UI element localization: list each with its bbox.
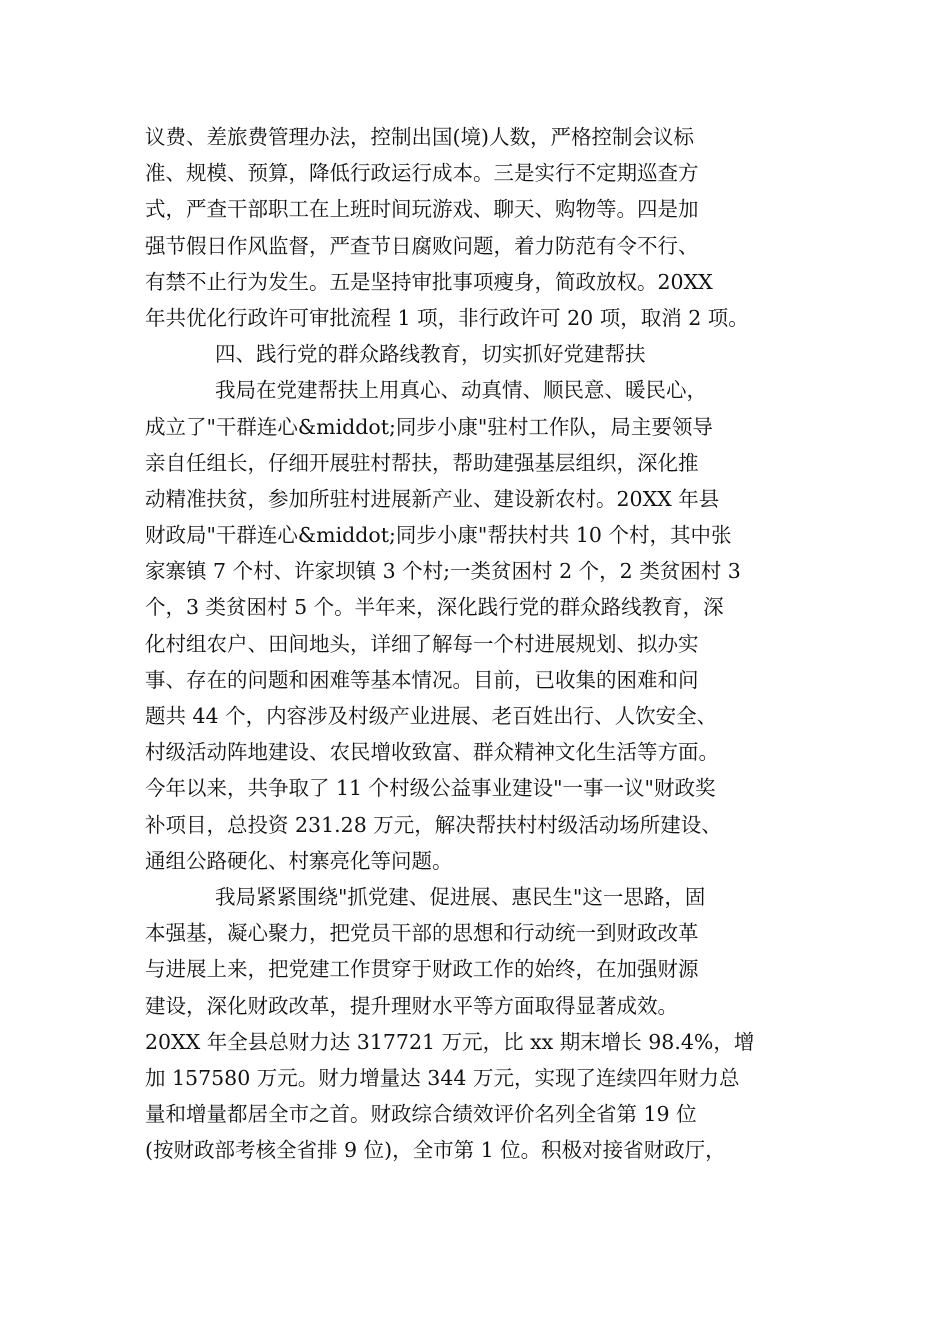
text-line: 通组公路硬化、村寨亮化等问题。 xyxy=(145,848,453,873)
text-line: 今年以来，共争取了 11 个村级公益事业建设"一事一议"财政奖 xyxy=(145,776,716,801)
text-line: 量和增量都居全市之首。财政综合绩效评价名列全省第 19 位 xyxy=(145,1102,697,1127)
text-line: 补项目，总投资 231.28 万元，解决帮扶村村级活动场所建设、 xyxy=(145,812,722,837)
text-line: 强节假日作风监督，严查节日腐败问题，着力防范有令不行、 xyxy=(145,233,699,258)
text-line: 村级活动阵地建设、农民增收致富、群众精神文化生活等方面。 xyxy=(145,740,719,765)
text-line: 个，3 类贫困村 5 个。半年来，深化践行党的群众路线教育，深 xyxy=(145,595,724,620)
text-line: 化村组农户、田间地头，详细了解每一个村进展规划、拟办实 xyxy=(145,631,699,656)
text-line: 题共 44 个，内容涉及村级产业进展、老百姓出行、人饮安全、 xyxy=(145,704,718,728)
text-line: 财政局"干群连心&middot;同步小康"帮扶村共 10 个村，其中张 xyxy=(145,523,732,548)
text-line: 家寨镇 7 个村、许家坝镇 3 个村;一类贫困村 2 个，2 类贫困村 3 xyxy=(145,559,741,584)
document-body xyxy=(145,119,813,1168)
text-line: 本强基，凝心聚力，把党员干部的思想和行动统一到财政改革 xyxy=(145,921,699,946)
text-line: 年共优化行政许可审批流程 1 项，非行政许可 20 项，取消 2 项。 xyxy=(145,305,749,330)
text-line: 加 157580 万元。财力增量达 344 万元，实现了连续四年财力总 xyxy=(145,1065,740,1090)
text-line: 我局紧紧围绕"抓党建、促进展、惠民生"这一思路，固 xyxy=(215,884,706,909)
text-line: 四、践行党的群众路线教育，切实抓好党建帮扶 xyxy=(215,342,646,367)
text-line: 事、存在的问题和困难等基本情况。目前，已收集的困难和问 xyxy=(145,667,699,692)
text-line: 式，严查干部职工在上班时间玩游戏、聊天、购物等。四是加 xyxy=(145,197,699,222)
text-line: 准、规模、预算，降低行政运行成本。三是实行不定期巡查方 xyxy=(145,161,699,186)
text-line: 20XX 年全县总财力达 317721 万元，比 xx 期末增长 98.4%，增 xyxy=(145,1029,755,1054)
text-line: (按财政部考核全省排 9 位)，全市第 1 位。积极对接省财政厅， xyxy=(145,1138,726,1163)
text-line: 建设，深化财政改革，提升理财水平等方面取得显著成效。 xyxy=(145,993,678,1018)
text-line: 与进展上来，把党建工作贯穿于财政工作的始终，在加强财源 xyxy=(145,957,699,982)
text-line: 我局在党建帮扶上用真心、动真情、顺民意、暖民心， xyxy=(215,378,707,403)
text-line: 议费、差旅费管理办法，控制出国(境)人数，严格控制会议标 xyxy=(145,125,694,149)
text-line: 动精准扶贫，参加所驻村进展新产业、建设新农村。20XX 年县 xyxy=(145,486,720,511)
text-line: 有禁不止行为发生。五是坚持审批事项瘦身，简政放权。20XX xyxy=(145,269,713,294)
text-line: 成立了"干群连心&middot;同步小康"驻村工作队，局主要领导 xyxy=(145,414,713,439)
text-line: 亲自任组长，仔细开展驻村帮扶，帮助建强基层组织，深化推 xyxy=(145,450,699,475)
